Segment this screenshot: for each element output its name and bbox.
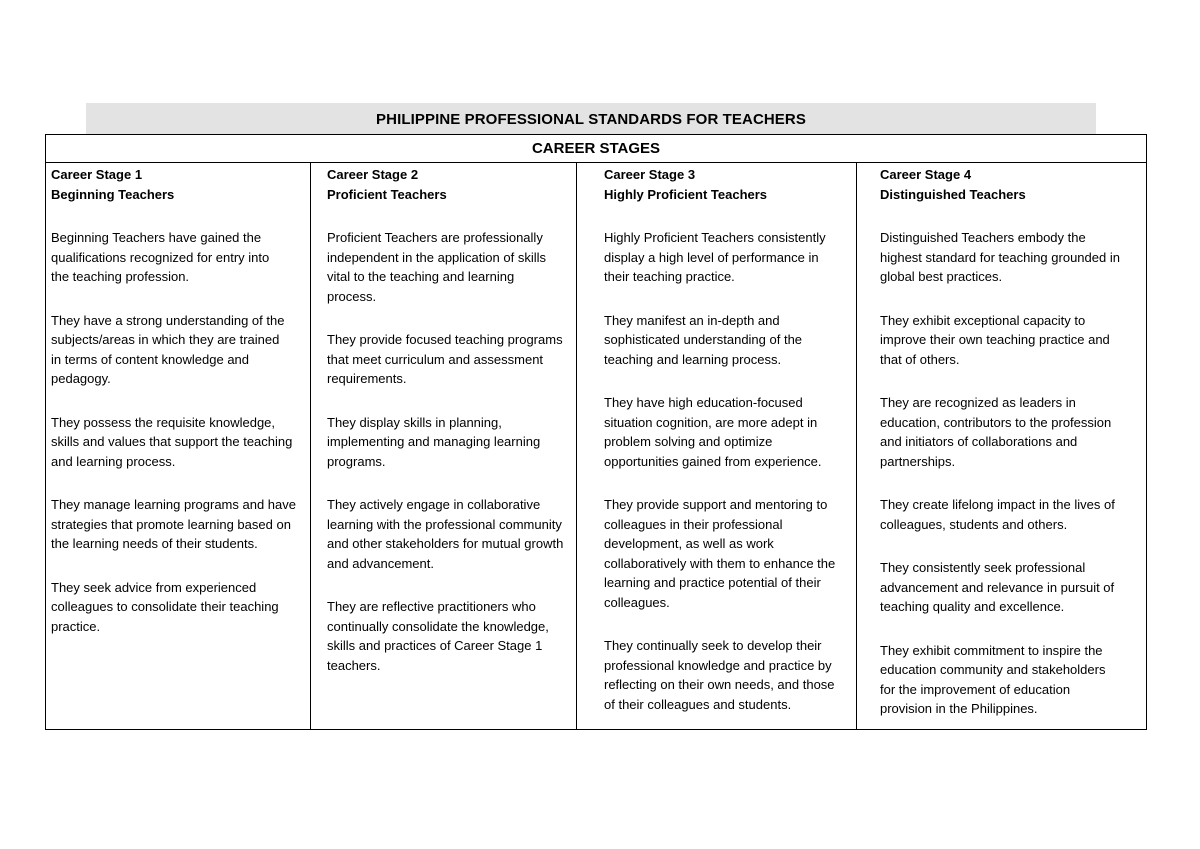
document-title: PHILIPPINE PROFESSIONAL STANDARDS FOR TEACHERS: [376, 111, 806, 128]
stage-paragraph: They exhibit commitment to inspire the education community and stakeholders for the improvement of education provision in the Philippines.: [880, 642, 1106, 716]
stage-column-4: [880, 165, 1144, 743]
stage-column-3: [604, 165, 874, 738]
stage-title: Highly Proficient Teachers: [604, 186, 768, 202]
stage-paragraph: Beginning Teachers have gained the qualifications recognized for entry into the teaching profession.: [51, 230, 270, 284]
stage-paragraph: They provide support and mentoring to colleagues in their professional development, as well as work collaboratively with them to enhance the learning and practice potential of their colleagues.: [604, 497, 836, 610]
stage-paragraph: They are reflective practitioners who continually consolidate the knowledge, skills and practices of Career Stage 1 teachers.: [327, 599, 549, 673]
stage-title: Beginning Teachers: [51, 186, 175, 202]
career-stages-heading: CAREER STAGES: [46, 135, 1146, 163]
stage-paragraph: They possess the requisite knowledge, skills and values that support the teaching and learning process.: [51, 414, 293, 469]
stage-paragraph: They manifest an in-depth and sophisticated understanding of the teaching and learning process.: [604, 312, 803, 367]
stage-title: Proficient Teachers: [327, 186, 447, 202]
career-stages-table: [45, 134, 1147, 730]
stage-paragraph: They consistently seek professional advancement and relevance in pursuit of teaching quality and excellence.: [880, 560, 1115, 614]
stage-paragraph: They seek advice from experienced colleagues to consolidate their teaching practice.: [51, 579, 279, 634]
stage-paragraph: They actively engage in collaborative learning with the professional community and other stakeholders for mutual growth and advancement.: [327, 497, 564, 571]
stage-paragraph: Highly Proficient Teachers consistently display a high level of performance in their teaching practice.: [604, 230, 826, 284]
stage-paragraph: Proficient Teachers are professionally independent in the application of skills vital to the teaching and learning process.: [327, 230, 546, 304]
stage-name: Career Stage 1: [51, 167, 143, 182]
stage-paragraph: They provide focused teaching programs that meet curriculum and assessment requirements.: [327, 332, 563, 386]
stage-name: Career Stage 4: [880, 167, 972, 182]
stage-paragraph: Distinguished Teachers embody the highest standard for teaching grounded in global best practices.: [880, 230, 1120, 284]
stage-paragraph: They exhibit exceptional capacity to improve their own teaching practice and that of others.: [880, 312, 1110, 367]
stage-paragraph: They are recognized as leaders in education, contributors to the profession and initiators of collaborations and partnerships.: [880, 395, 1112, 469]
stage-paragraph: They display skills in planning, implementing and managing learning programs.: [327, 414, 541, 469]
stage-title: Distinguished Teachers: [880, 186, 1026, 202]
stage-name: Career Stage 2: [327, 167, 419, 182]
stage-paragraph: They have a strong understanding of the subjects/areas in which they are trained in terms of content knowledge and pedagogy.: [51, 312, 285, 386]
stage-column-2: [327, 165, 589, 699]
document-title-bar: [86, 103, 1096, 134]
stage-column-1: [51, 165, 321, 660]
stage-paragraph: They manage learning programs and have strategies that promote learning based on the learning needs of their students.: [51, 497, 296, 551]
stage-paragraph: They continually seek to develop their professional knowledge and practice by reflecting on their own needs, and those of their colleagues and students.: [604, 638, 835, 712]
stage-paragraph: They create lifelong impact in the lives of colleagues, students and others.: [880, 497, 1115, 532]
stage-name: Career Stage 3: [604, 167, 696, 182]
stage-paragraph: They have high education-focused situation cognition, are more adept in problem solving and optimize opportunities gained from experience.: [604, 395, 822, 469]
